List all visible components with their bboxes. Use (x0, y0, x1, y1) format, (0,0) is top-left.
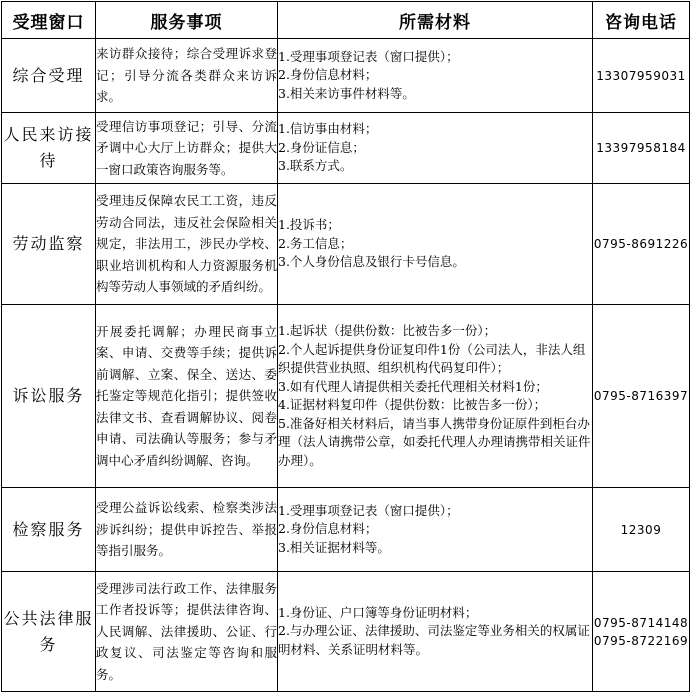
table-row (2, 488, 690, 572)
phone-value: 0795-8722169 (593, 633, 689, 648)
phone-number (593, 572, 690, 692)
phone-number (593, 39, 690, 113)
material-item: 1.受理事项登记表（窗口提供）； (278, 502, 459, 518)
material-item: 2.务工信息； (278, 235, 353, 251)
material-item: 4.证据材料复印件（提供份数：比被告多一份）； (278, 397, 547, 412)
window-name: 诉讼服务 (2, 305, 96, 488)
material-item: 5.准备好相关材料后，请当事人携带身份证原件到柜台办理（法人请携带公章，如委托代理人办理请携带相关证件办理）。 (278, 415, 591, 468)
header-window: 受理窗口 (2, 2, 96, 39)
phone-number (593, 113, 690, 184)
material-item: 3.个人身份信息及银行卡号信息。 (278, 254, 465, 270)
phone-value: 0795-8714148 (593, 615, 689, 630)
table-row (2, 305, 690, 488)
service-description: 受理违反保障农民工工资，违反劳动合同法，违反社会保险相关规定，非法用工，涉民办学校、职业培训机构和人力资源服务机构等劳动人事领域的矛盾纠纷。 (96, 184, 278, 305)
header-materials: 所需材料 (278, 2, 593, 39)
service-window-table (1, 1, 690, 692)
table-row (2, 572, 690, 692)
window-name: 劳动监察 (2, 184, 96, 305)
table-row (2, 184, 690, 305)
material-item: 2.身份信息材料； (278, 521, 378, 537)
phone-number (593, 305, 690, 488)
materials-list (278, 572, 593, 692)
phone-number (593, 488, 690, 572)
service-description: 受理信访事项登记；引导、分流矛调中心大厅上访群众；提供大一窗口政策咨询服务等。 (96, 113, 278, 184)
header-service: 服务事项 (96, 2, 278, 39)
materials-list (278, 488, 593, 572)
material-item: 2.身份信息材料； (278, 67, 378, 83)
phone-value: 12309 (620, 522, 662, 537)
window-name: 公共法律服务 (2, 572, 96, 692)
phone-value: 0795-8691226 (593, 237, 689, 251)
material-item: 3.相关来访事件材料等。 (278, 85, 415, 101)
service-description: 受理涉司法行政工作、法律服务工作者投诉等；提供法律咨询、人民调解、法律援助、公证、行政复议、司法鉴定等咨询和服务。 (96, 572, 278, 692)
service-description: 受理公益诉讼线索、检察类涉法涉诉纠纷；提供申诉控告、举报等指引服务。 (96, 488, 278, 572)
phone-value: 13397958184 (596, 141, 686, 155)
service-description: 来访群众接待；综合受理诉求登记；引导分流各类群众来访诉求。 (96, 39, 278, 113)
header-row (2, 2, 690, 39)
phone-number (593, 184, 690, 305)
material-item: 2.个人起诉提供身份证复印件1份（公司法人，非法人组织提供营业执照、组织机构代码复印件）； (278, 341, 586, 375)
table-row (2, 39, 690, 113)
phone-value: 0795-8716397 (593, 389, 689, 403)
material-item: 3.相关证据材料等。 (278, 539, 390, 555)
material-item: 1.投诉书； (278, 217, 340, 233)
window-name: 人民来访接待 (2, 113, 96, 184)
material-item: 1.起诉状（提供份数：比被告多一份）； (278, 323, 497, 338)
header-phone: 咨询电话 (593, 2, 690, 39)
material-item: 3.联系方式。 (278, 158, 353, 174)
material-item: 1.身份证、户口簿等身份证明材料； (278, 604, 478, 620)
service-description: 开展委托调解；办理民商事立案、申请、交费等手续；提供诉前调解、立案、保全、送达、委托鉴定等规范化指引；提供签收法律文书、查看调解协议、阅卷申请、司法确认等服务；参与矛调中心矛盾纠纷调解、咨询。 (96, 305, 278, 488)
material-item: 1.受理事项登记表（窗口提供）； (278, 48, 459, 64)
material-item: 3.如有代理人请提供相关委托代理相关材料1份； (278, 378, 548, 394)
window-name: 检察服务 (2, 488, 96, 572)
material-item: 2.与办理公证、法律援助、司法鉴定等业务相关的权属证明材料、关系证明材料等。 (278, 623, 590, 657)
table-row (2, 113, 690, 184)
phone-value: 13307959031 (596, 68, 686, 83)
materials-list (278, 39, 593, 113)
material-item: 2.身份证信息； (278, 139, 365, 155)
materials-list (278, 113, 593, 184)
materials-list (278, 184, 593, 305)
material-item: 1.信访事由材料； (278, 121, 378, 137)
window-name: 综合受理 (2, 39, 96, 113)
materials-list (278, 305, 593, 488)
